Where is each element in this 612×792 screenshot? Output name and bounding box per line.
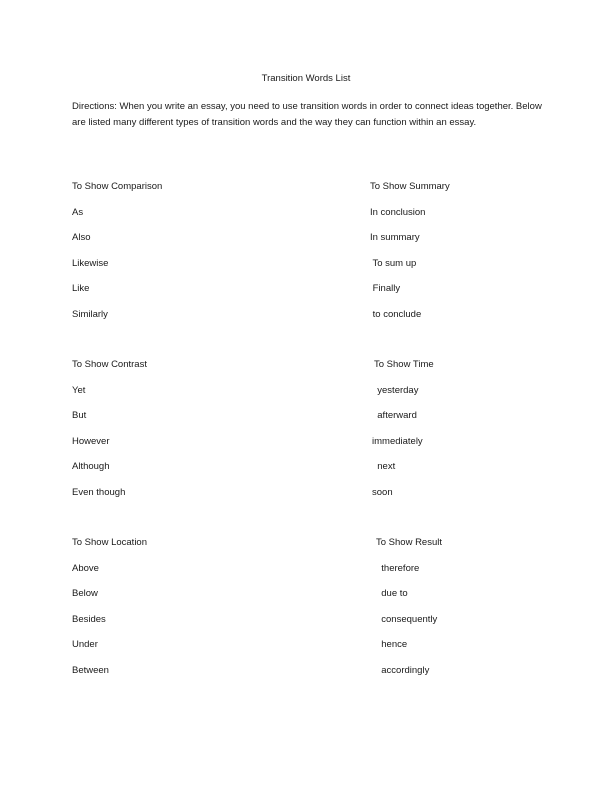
list-item: afterward xyxy=(372,410,417,421)
list-item: next xyxy=(372,461,396,472)
heading-time: To Show Time xyxy=(374,359,434,370)
column-time xyxy=(372,359,434,512)
list-item: In summary xyxy=(370,232,420,243)
list-item: therefore xyxy=(376,562,420,574)
column-result xyxy=(376,537,442,690)
list-item: soon xyxy=(372,486,393,498)
heading-summary: To Show Summary xyxy=(370,181,450,192)
list-item: Also xyxy=(72,232,91,243)
column-contrast xyxy=(72,359,147,512)
heading-location: To Show Location xyxy=(72,537,147,548)
list-item: consequently xyxy=(376,613,438,625)
list-item: To sum up xyxy=(370,257,417,269)
list-item: immediately xyxy=(372,435,423,447)
heading-comparison: To Show Comparison xyxy=(72,181,163,192)
list-item: Although xyxy=(72,461,110,472)
list-item: Between xyxy=(72,664,109,676)
list-item: In conclusion xyxy=(370,206,426,218)
heading-contrast: To Show Contrast xyxy=(72,359,147,370)
heading-result: To Show Result xyxy=(376,537,443,548)
column-location xyxy=(72,537,147,690)
list-item: accordingly xyxy=(376,664,430,676)
document-title: Transition Words List xyxy=(261,73,351,84)
list-item: yesterday xyxy=(372,384,419,396)
list-item: But xyxy=(72,410,87,421)
list-item: to conclude xyxy=(370,308,422,320)
list-item: Yet xyxy=(72,384,86,396)
list-item: Likewise xyxy=(72,257,109,269)
list-item: hence xyxy=(376,639,408,650)
column-comparison xyxy=(72,181,162,334)
list-item: Under xyxy=(72,639,98,650)
list-item: Similarly xyxy=(72,308,108,320)
directions-paragraph: Directions: When you write an essay, you need to use transition words in order to connect ideas together. Below are listed many different types of transition words and the way they can function within an essay. xyxy=(72,101,542,128)
column-summary xyxy=(370,181,450,334)
list-item: Like xyxy=(72,283,90,294)
list-item: Finally xyxy=(370,283,401,294)
list-item: Even though xyxy=(72,486,126,498)
list-item: Besides xyxy=(72,613,106,625)
list-item: Above xyxy=(72,562,99,574)
list-item: However xyxy=(72,435,110,447)
list-item: As xyxy=(72,206,84,218)
list-item: Below xyxy=(72,588,98,599)
list-item: due to xyxy=(376,588,408,599)
